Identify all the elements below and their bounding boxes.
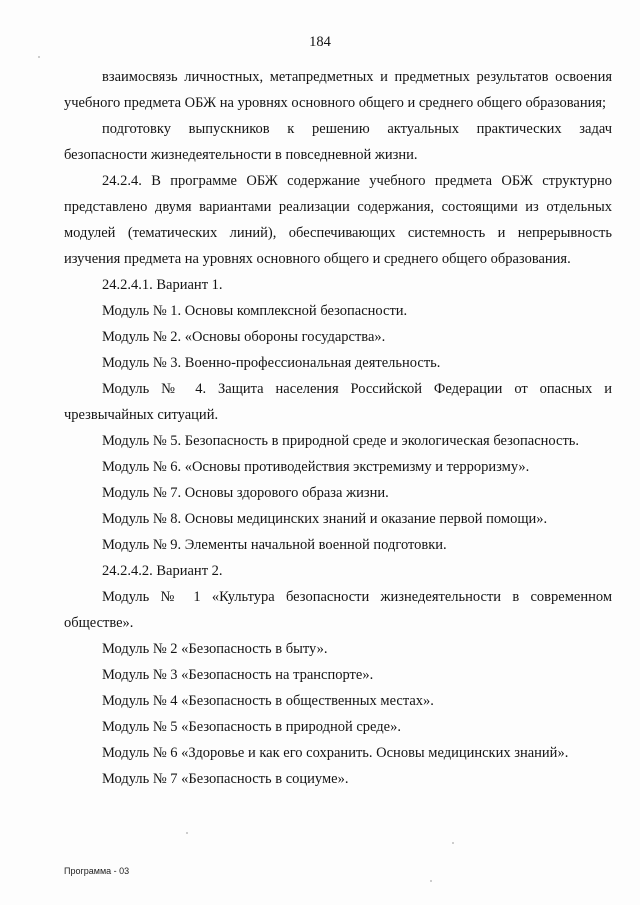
heading-variant-1: 24.2.4.1. Вариант 1. bbox=[102, 277, 223, 293]
variant-1-module-5: Модуль № 5. Безопасность в природной среде и экологическая безопасность. bbox=[102, 433, 580, 449]
scan-speck bbox=[452, 842, 454, 844]
variant-1-module-9: Модуль № 9. Элементы начальной военной подготовки. bbox=[102, 537, 447, 553]
variant-2-module-4: Модуль № 4 «Безопасность в общественных местах». bbox=[102, 693, 434, 709]
footer-program-code: Программа - 03 bbox=[64, 866, 130, 876]
variant-1-module-4: Модуль № 4. Защита населения Российской Федерации от опасных и чрезвычайных ситуаций. bbox=[64, 381, 612, 423]
variant-1-module-7: Модуль № 7. Основы здорового образа жизни. bbox=[102, 485, 389, 501]
variant-1-module-3: Модуль № 3. Военно-профессиональная деятельность. bbox=[102, 355, 441, 371]
variant-1-module-2: Модуль № 2. «Основы обороны государства». bbox=[102, 329, 386, 345]
variant-2-module-5: Модуль № 5 «Безопасность в природной среде». bbox=[102, 719, 401, 735]
paragraph-24-2-4: 24.2.4. В программе ОБЖ содержание учебного предмета ОБЖ структурно представлено двумя вариантами реализации содержания, состоящими из отдельных модулей (тематических линий), обеспечивающих системность и непрерывность изучения предмета на уровнях основного общего и среднего общего образования. bbox=[64, 173, 612, 267]
variant-2-module-3: Модуль № 3 «Безопасность на транспорте». bbox=[102, 667, 374, 683]
variant-2-module-7: Модуль № 7 «Безопасность в социуме». bbox=[102, 771, 349, 787]
page-number: 184 bbox=[309, 34, 331, 50]
scan-speck bbox=[38, 56, 40, 58]
variant-2-module-6: Модуль № 6 «Здоровье и как его сохранить. Основы медицинских знаний». bbox=[102, 745, 569, 761]
variant-1-module-1: Модуль № 1. Основы комплексной безопасности. bbox=[102, 303, 408, 319]
paragraph-graduate-preparation: подготовку выпускников к решению актуальных практических задач безопасности жизнедеятельности в повседневной жизни. bbox=[64, 121, 612, 163]
heading-variant-2: 24.2.4.2. Вариант 2. bbox=[102, 563, 223, 579]
scan-speck bbox=[430, 880, 432, 882]
variant-1-module-8: Модуль № 8. Основы медицинских знаний и оказание первой помощи». bbox=[102, 511, 548, 527]
scan-speck bbox=[186, 832, 188, 834]
variant-1-module-6: Модуль № 6. «Основы противодействия экстремизму и терроризму». bbox=[102, 459, 530, 475]
variant-2-module-1: Модуль № 1 «Культура безопасности жизнедеятельности в современном обществе». bbox=[64, 589, 612, 631]
variant-2-module-2: Модуль № 2 «Безопасность в быту». bbox=[102, 641, 328, 657]
body-text bbox=[64, 64, 612, 792]
paragraph-interrelation: взаимосвязь личностных, метапредметных и предметных результатов освоения учебного предмета ОБЖ на уровнях основного общего и среднего общего образования; bbox=[64, 69, 612, 111]
